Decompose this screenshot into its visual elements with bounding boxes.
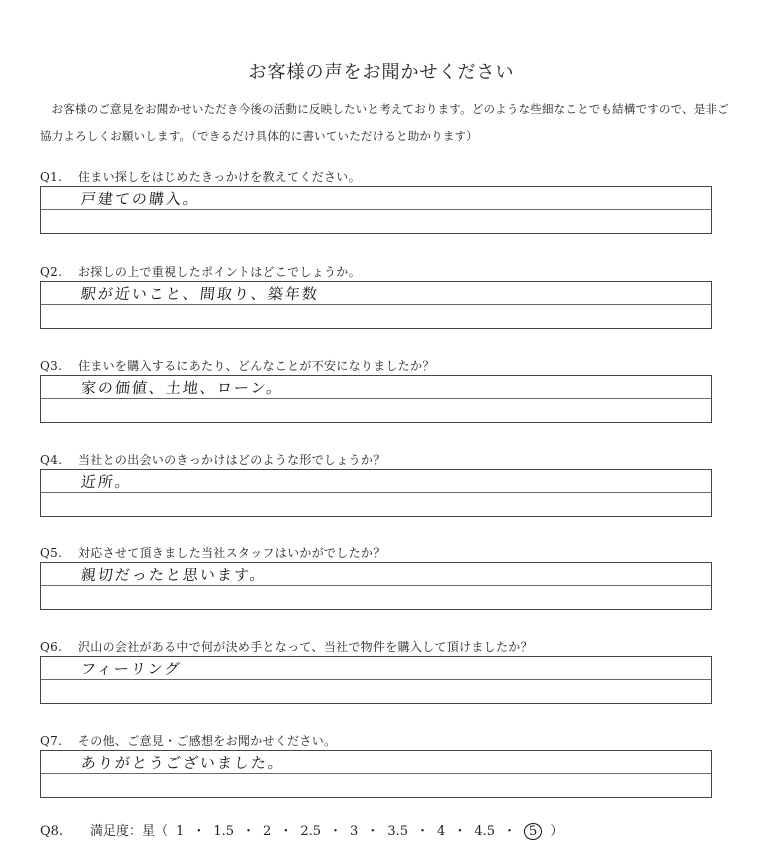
question-number: Q1. (40, 170, 63, 184)
answer-text: 家の価値、土地、ローン。 (80, 379, 285, 397)
question-4 (40, 451, 386, 468)
question-text: 住まいを購入するにあたり、どんなことが不安になりましたか？ (78, 359, 435, 373)
answer-text: 親切だったと思います。 (80, 566, 268, 584)
question-text: その他、ご意見・ご感想をお聞かせください。 (78, 734, 337, 748)
rating-separator: ・ (503, 824, 517, 839)
rating-separator: ・ (366, 824, 380, 839)
question-text: 沢山の会社がある中で何が決め手となって、当社で物件を購入して頂けましたか？ (78, 640, 533, 654)
answer-box-4 (40, 469, 712, 517)
question-2 (40, 263, 361, 280)
rating-separator: ・ (453, 824, 467, 839)
rating-option: 1 (176, 824, 185, 839)
answer-box-6 (40, 656, 712, 704)
satisfaction-rating (40, 820, 563, 840)
question-text: 住まい探しをはじめたきっかけを教えてください。 (78, 170, 361, 184)
answer-text: ありがとうございました。 (80, 754, 286, 772)
rating-option: 4 (437, 824, 446, 839)
rating-option: 3 (350, 824, 359, 839)
question-1 (40, 168, 361, 185)
rating-open-paren: （ (155, 824, 169, 839)
question-text: 対応させて頂きました当社スタッフはいかがでしたか？ (78, 546, 386, 560)
rating-separator: ・ (279, 824, 293, 839)
question-number: Q7. (40, 734, 63, 748)
question-3 (40, 357, 435, 374)
answer-text: 戸建ての購入。 (80, 190, 201, 208)
question-number: Q2. (40, 265, 63, 279)
rating-option: 1.5 (213, 824, 235, 839)
rating-separator: ・ (416, 824, 430, 839)
rating-option: 3.5 (387, 824, 409, 839)
question-number: Q5. (40, 546, 63, 560)
answer-box-2 (40, 281, 712, 329)
rating-label: 満足度：星 (90, 824, 156, 839)
rating-separator: ・ (329, 824, 343, 839)
answer-box-3 (40, 375, 712, 423)
rating-option: 2 (263, 824, 272, 839)
question-number: Q6. (40, 640, 63, 654)
rating-separator: ・ (242, 824, 256, 839)
intro-text: お客様のご意見をお聞かせいただき今後の活動に反映したいと考えております。どのような些細なことでも結構ですので、是非ご協力よろしくお願いします。（できるだけ具体的に書いていただけると助かります） (40, 102, 729, 143)
answer-text: 近所。 (80, 473, 133, 491)
answer-box-1 (40, 186, 712, 234)
page-title: お客様の声をお聞かせください (248, 62, 515, 83)
question-text: お探しの上で重視したポイントはどこでしょうか。 (78, 265, 361, 279)
question-5 (40, 544, 386, 561)
rating-separator: ・ (192, 824, 206, 839)
rating-close-paren: ） (550, 824, 564, 839)
question-text: 当社との出会いのきっかけはどのような形でしょうか？ (78, 453, 386, 467)
rating-option: 2.5 (300, 824, 322, 839)
answer-text: 駅が近いこと、間取り、築年数 (80, 285, 320, 303)
rating-option: 4.5 (474, 824, 496, 839)
answer-box-5 (40, 562, 712, 610)
question-number: Q4. (40, 453, 63, 467)
question-6 (40, 638, 533, 655)
rating-options (168, 824, 550, 839)
question-number: Q3. (40, 359, 63, 373)
question-number: Q8. (40, 824, 64, 839)
rating-option-selected: 5 (523, 822, 543, 841)
answer-box-7 (40, 750, 712, 798)
answer-text: フィーリング (80, 660, 183, 678)
question-7 (40, 732, 336, 749)
